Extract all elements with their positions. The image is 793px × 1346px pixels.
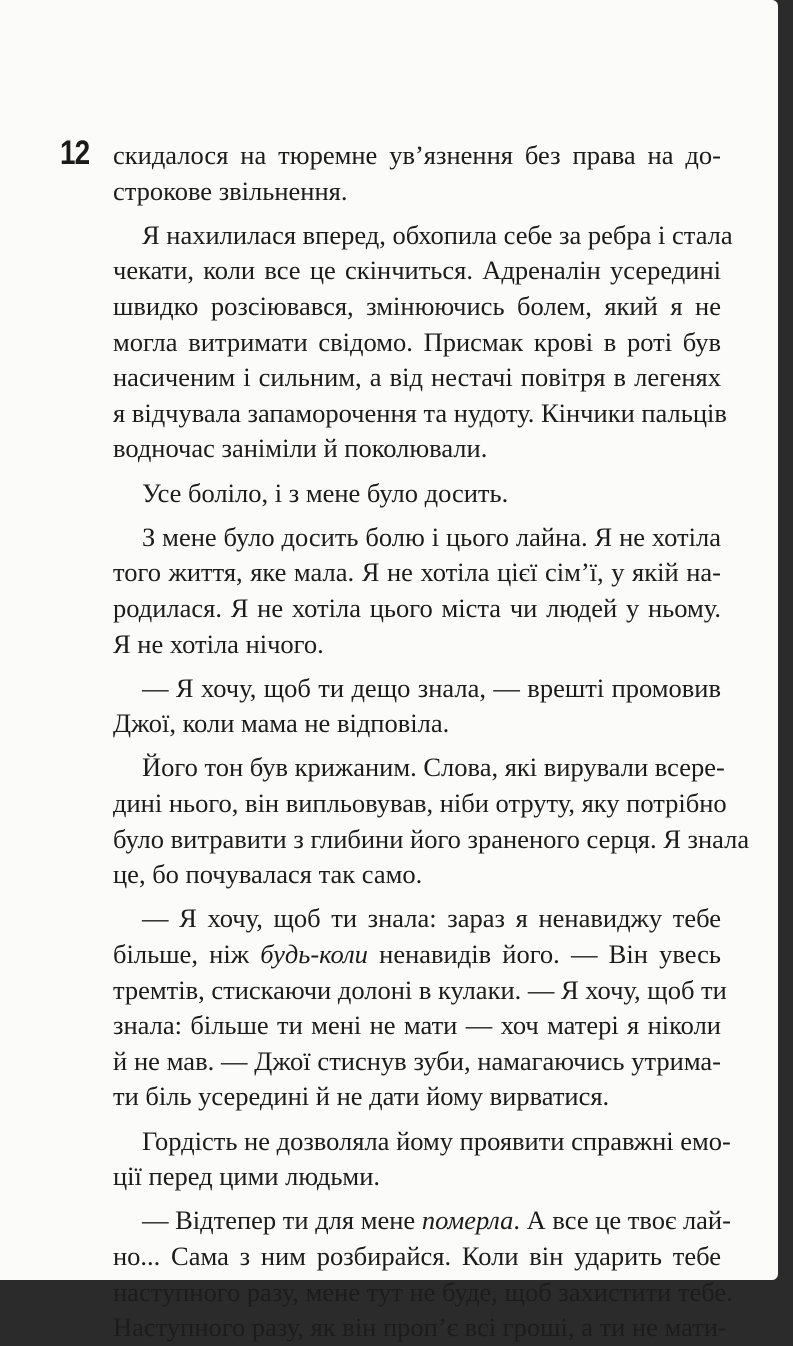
text-line: знала: більше ти мені не мати — хоч матері я ніколи bbox=[113, 1010, 721, 1041]
text-segment: — Відтепер ти для мене bbox=[142, 1205, 422, 1236]
text-line: Я не хотіла нічого. bbox=[113, 628, 324, 659]
text-line: чекати, коли все це скінчиться. Адреналін усередині bbox=[113, 255, 721, 286]
text-line: було витравити з глибини його зраненого серця. Я знала bbox=[113, 823, 750, 854]
text-line bbox=[113, 1203, 731, 1239]
text-line: — Я хочу, щоб ти знала: зараз я ненавиджу тебе bbox=[142, 903, 721, 934]
text-line: Наступного разу, як він проп’є всі гроші, а ти не мати- bbox=[113, 1312, 727, 1343]
text-line: родилася. Я не хотіла цього міста чи людей у ньому. bbox=[113, 592, 721, 623]
text-line: Джої, коли мама не відповіла. bbox=[113, 708, 450, 739]
text-line: Гордість не дозволяла йому проявити справжні емо- bbox=[142, 1125, 731, 1156]
text-segment: ненавидів його. — Він увесь bbox=[367, 939, 721, 970]
text-line: того життя, яке мала. Я не хотіла цієї сім’ї, у якій на- bbox=[113, 557, 721, 588]
text-line: водночас заніміли й поколювали. bbox=[113, 433, 488, 464]
text-line: це, бо почувалася так само. bbox=[113, 859, 423, 890]
text-line: тремтів, стискаючи долоні в кулаки. — Я хочу, щоб ти bbox=[113, 974, 727, 1005]
text-line: Його тон був крижаним. Слова, які вирували всере- bbox=[142, 752, 725, 783]
text-line: Усе боліло, і з мене було досить. bbox=[142, 477, 509, 508]
text-line: но... Сама з ним розбирайся. Коли він ударить тебе bbox=[113, 1240, 721, 1271]
text-line: й не мав. — Джої стиснув зуби, намагаючись утрима- bbox=[113, 1045, 721, 1076]
text-line: насиченим і сильним, а від нестачі повітря в легенях bbox=[113, 362, 721, 393]
text-line: скидалося на тюремне ув’язнення без права на до- bbox=[113, 140, 721, 170]
text-line: наступного разу, мене тут не буде, щоб захистити тебе. bbox=[113, 1276, 733, 1307]
text-line: ції перед цими людьми. bbox=[113, 1161, 381, 1192]
text-segment: більше, ніж bbox=[113, 939, 261, 970]
page-number: 12 bbox=[60, 134, 90, 172]
text-line: З мене було досить болю і цього лайна. Я не хотіла bbox=[142, 521, 721, 552]
text-line: швидко розсіювався, змінюючись болем, який я не bbox=[113, 290, 721, 321]
italic-text: будь-коли bbox=[260, 939, 368, 970]
italic-text: померла bbox=[421, 1205, 514, 1236]
text-line: ти біль усередині й не дати йому вирватися. bbox=[113, 1081, 610, 1112]
text-segment: . А все це твоє лай- bbox=[513, 1205, 731, 1236]
text-line: строкове звільнення. bbox=[113, 175, 348, 206]
text-line: — Я хочу, щоб ти дещо знала, — врешті промовив bbox=[142, 672, 721, 703]
text-line bbox=[113, 937, 721, 973]
body-text bbox=[113, 138, 750, 1346]
text-line: могла витримати свідомо. Присмак крові в роті був bbox=[113, 326, 721, 357]
text-line: Я нахилилася вперед, обхопила себе за ребра і стала bbox=[142, 219, 733, 250]
text-line: я відчувала запаморочення та нудоту. Кінчики пальців bbox=[113, 397, 727, 428]
text-line: дині нього, він випльовував, ніби отруту, яку потрібно bbox=[113, 788, 727, 819]
